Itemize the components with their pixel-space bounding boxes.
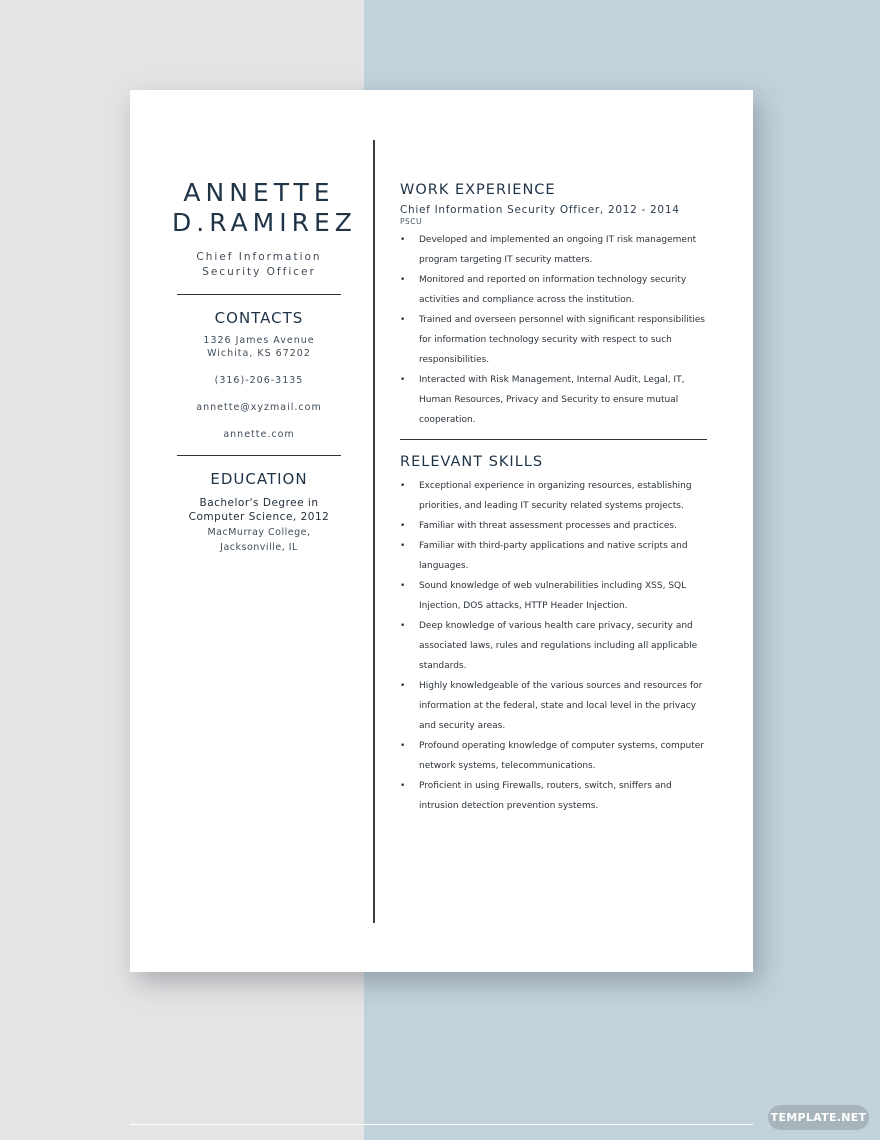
resume-job-title: Chief Information Security Officer [196,251,322,278]
school-line-1: MacMurray College, [207,527,311,538]
list-item: • Exceptional experience in organizing resources, establishing priorities, and leading IT security related systems projects. [400,476,710,516]
list-item: • Trained and overseen personnel with significant responsibilities for information technology security with respect to such responsibilities. [400,310,710,370]
degree-line-2: Computer Science, 2012 [188,511,330,523]
list-item: • Deep knowledge of various health care privacy, security and associated laws, rules and regulations including all applicable standards. [400,616,710,676]
website: annette.com [223,429,295,440]
name-line-last: D.RAMIREZ [172,208,357,237]
education-heading: EDUCATION [210,470,308,488]
name-line-first: ANNETTE [183,178,335,207]
skills-bullets [400,476,710,816]
email-address: annette@xyzmail.com [196,402,322,413]
address-line-1: 1326 James Avenue [203,335,315,346]
left-rule-2 [177,455,341,456]
phone-number: (316)-206-3135 [214,375,304,386]
list-item: • Interacted with Risk Management, Internal Audit, Legal, IT, Human Resources, Privacy and Security to ensure mutual cooperation. [400,370,710,430]
experience-company: PSCU [400,217,423,226]
school-line-2: Jacksonville, IL [220,542,298,553]
bottom-divider [130,1124,753,1125]
list-item: • Familiar with threat assessment processes and practices. [400,516,710,536]
resume-name [172,178,357,238]
education-school [172,525,346,555]
list-item: • Monitored and reported on information technology security activities and compliance across the institution. [400,270,710,310]
address-line-2: Wichita, KS 67202 [207,348,311,359]
work-experience-heading: WORK EXPERIENCE [400,182,556,198]
education-degree [172,496,346,524]
experience-job-title: Chief Information Security Officer, 2012 - 2014 [400,204,680,216]
list-item: • Sound knowledge of web vulnerabilities including XSS, SQL Injection, DOS attacks, HTTP Header Injection. [400,576,710,616]
experience-bullets [400,230,710,430]
list-item: • Proficient in using Firewalls, routers, switch, sniffers and intrusion detection prevention systems. [400,776,710,816]
list-item: • Familiar with third-party applications and native scripts and languages. [400,536,710,576]
resume-page [130,90,753,972]
left-column [172,178,357,555]
column-divider [373,140,375,923]
template-net-watermark: TEMPLATE.NET [768,1105,869,1130]
right-column [400,180,710,816]
left-rule-1 [177,294,341,295]
contacts-block [172,334,346,441]
list-item: • Highly knowledgeable of the various sources and resources for information at the federal, state and local level in the privacy and security areas. [400,676,710,736]
list-item: • Profound operating knowledge of computer systems, computer network systems, telecommunications. [400,736,710,776]
relevant-skills-heading: RELEVANT SKILLS [400,454,544,470]
list-item: • Developed and implemented an ongoing IT risk management program targeting IT security matters. [400,230,710,270]
right-rule [400,439,707,440]
contacts-heading: CONTACTS [214,309,304,327]
degree-line-1: Bachelor's Degree in [199,497,319,509]
